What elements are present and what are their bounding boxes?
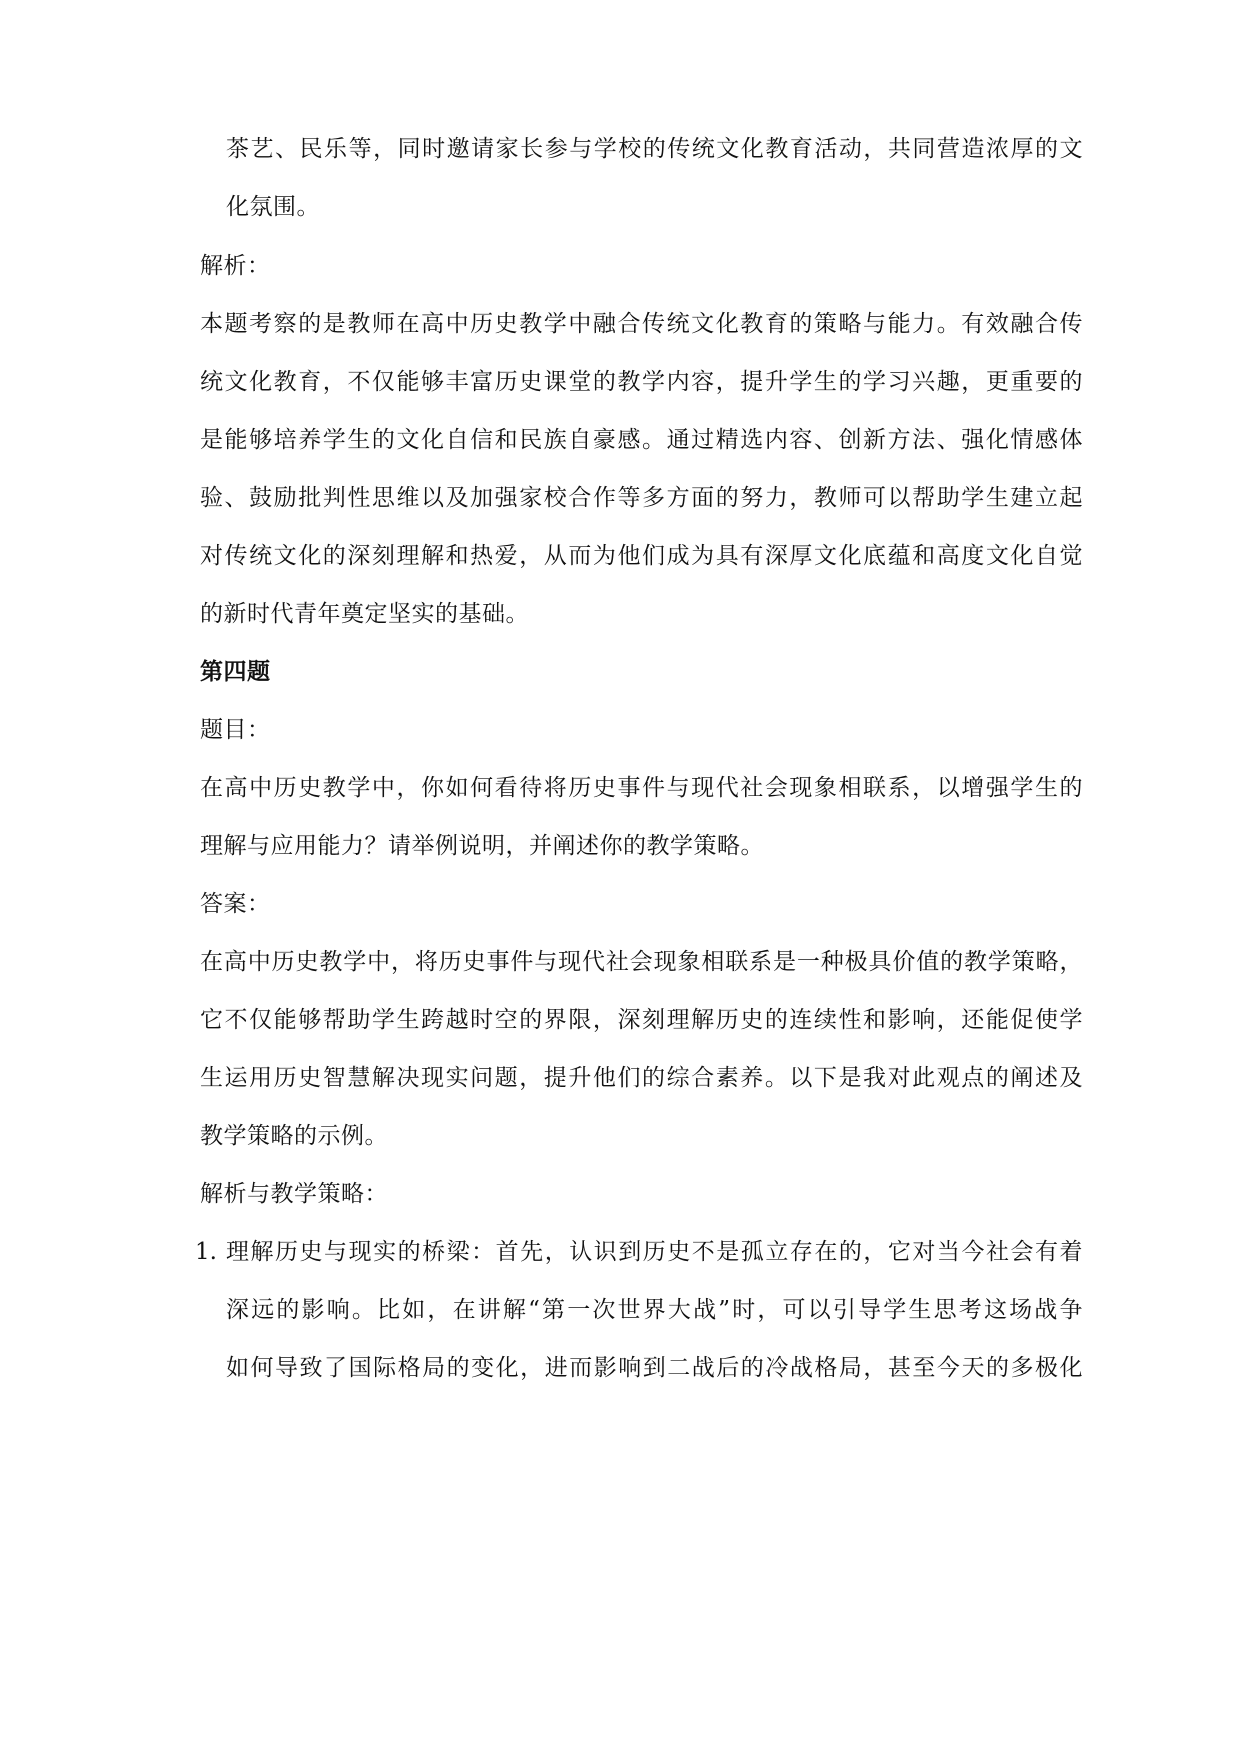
list-item-text: 理解历史与现实的桥梁：首先，认识到历史不是孤立存在的，它对当今社会有着 bbox=[226, 1239, 1083, 1265]
section-label: 解析： bbox=[200, 253, 271, 279]
text-line: 茶艺、民乐等，同时邀请家长参与学校的传统文化教育活动，共同营造浓厚的文 bbox=[226, 136, 1083, 162]
section-label: 解析与教学策略： bbox=[200, 1181, 388, 1207]
section-label: 答案： bbox=[200, 891, 271, 917]
text-line: 验、鼓励批判性思维以及加强家校合作等多方面的努力，教师可以帮助学生建立起 bbox=[200, 485, 1083, 511]
text-line: 化氛围。 bbox=[226, 194, 320, 220]
text-line: 它不仅能够帮助学生跨越时空的界限，深刻理解历史的连续性和影响，还能促使学 bbox=[200, 1007, 1083, 1033]
text-line: 在高中历史教学中，你如何看待将历史事件与现代社会现象相联系，以增强学生的 bbox=[200, 775, 1083, 801]
list-number: 1. bbox=[195, 1239, 217, 1265]
text-line: 本题考察的是教师在高中历史教学中融合传统文化教育的策略与能力。有效融合传 bbox=[200, 311, 1083, 337]
text-line: 生运用历史智慧解决现实问题，提升他们的综合素养。以下是我对此观点的阐述及 bbox=[200, 1065, 1083, 1091]
list-item-text: 如何导致了国际格局的变化，进而影响到二战后的冷战格局，甚至今天的多极化 bbox=[226, 1355, 1083, 1381]
text-line: 教学策略的示例。 bbox=[200, 1123, 388, 1149]
text-line: 对传统文化的深刻理解和热爱，从而为他们成为具有深厚文化底蕴和高度文化自觉 bbox=[200, 543, 1083, 569]
section-label: 题目： bbox=[200, 717, 271, 743]
text-line: 统文化教育，不仅能够丰富历史课堂的教学内容，提升学生的学习兴趣，更重要的 bbox=[200, 369, 1083, 395]
text-line: 的新时代青年奠定坚实的基础。 bbox=[200, 601, 529, 627]
text-line: 是能够培养学生的文化自信和民族自豪感。通过精选内容、创新方法、强化情感体 bbox=[200, 427, 1083, 453]
list-item-text: 深远的影响。比如，在讲解“第一次世界大战”时，可以引导学生思考这场战争 bbox=[226, 1297, 1083, 1323]
text-line: 理解与应用能力？请举例说明，并阐述你的教学策略。 bbox=[200, 833, 764, 859]
text-line: 在高中历史教学中，将历史事件与现代社会现象相联系是一种极具价值的教学策略， bbox=[200, 949, 1083, 975]
question-heading: 第四题 bbox=[200, 658, 271, 685]
